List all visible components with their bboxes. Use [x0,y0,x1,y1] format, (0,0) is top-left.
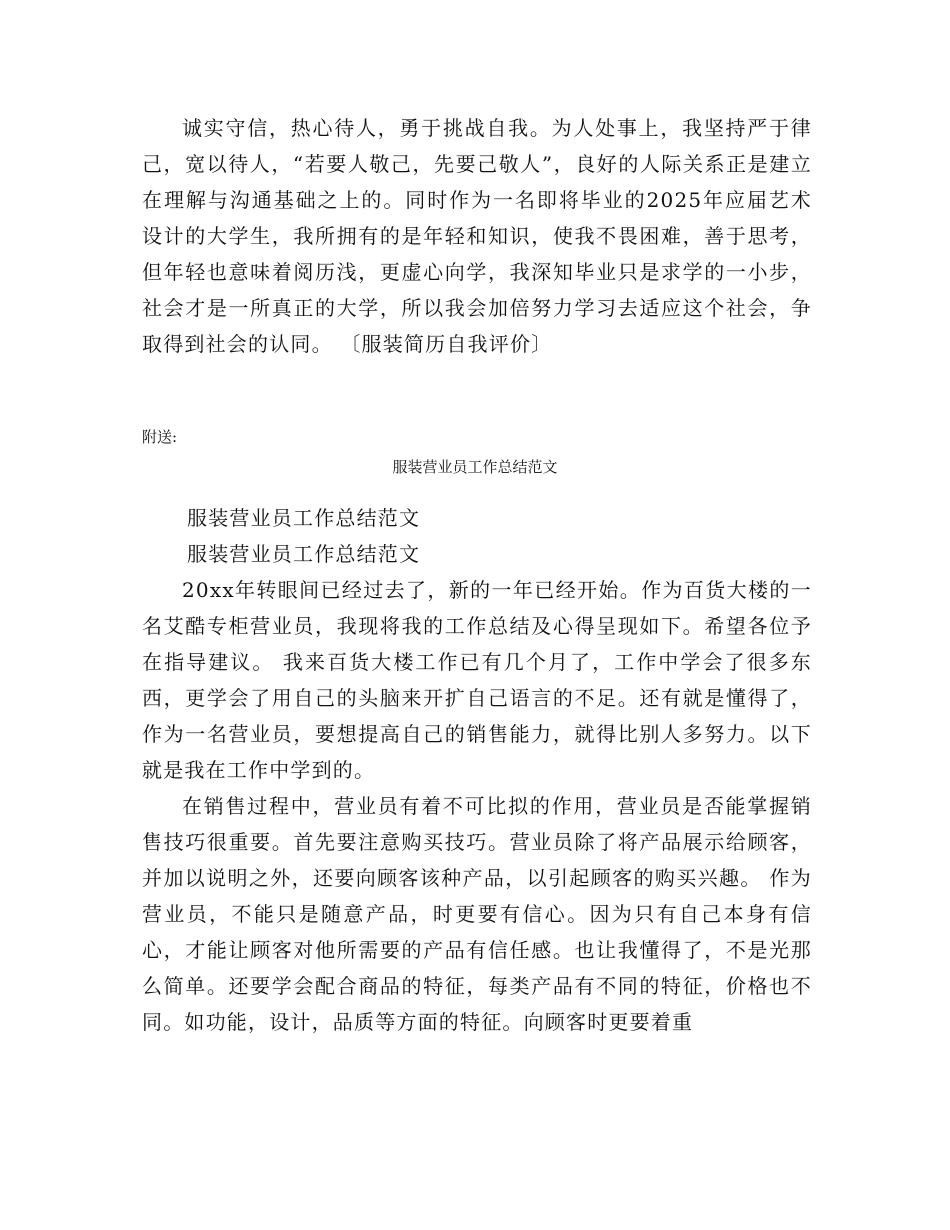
subtitle-line-2: 服装营业员工作总结范文 [187,542,421,566]
work-summary-intro-paragraph: 20xx年转眼间已经过去了，新的一年已经开始。作为百货大楼的一名艾酷专柜营业员，我现将我的工作总结及心得呈现如下。希望各位予在指导建议。 我来百货大楼工作已有几个月了，工作中学会了很多东西，更学会了用自己的头脑来开扩自己语言的不足。还有就是懂得了，作为一名营业员，要想提高自己的销售能力，就得比别人多努力。以下就是我在工作中学到的。 [142,578,812,782]
subtitle-line-1: 服装营业员工作总结范文 [187,506,421,530]
attachment-title: 服装营业员工作总结范文 [392,458,558,476]
self-evaluation-paragraph: 诚实守信，热心待人，勇于挑战自我。为人处事上，我坚持严于律己，宽以待人，“若要人敬己，先要己敬人”，良好的人际关系正是建立在理解与沟通基础之上的。同时作为一名即将毕业的2025年应届艺术设计的大学生，我所拥有的是年轻和知识，使我不畏困难，善于思考，但年轻也意味着阅历浅，更虚心向学，我深知毕业只是求学的一小步，社会才是一所真正的大学，所以我会加倍努力学习去适应这个社会，争取得到社会的认同。 〔服装简历自我评价〕 [142,116,812,356]
attachment-label: 附送: [142,428,178,446]
sales-skills-paragraph: 在销售过程中，营业员有着不可比拟的作用，营业员是否能掌握销售技巧很重要。首先要注意购买技巧。营业员除了将产品展示给顾客，并加以说明之外，还要向顾客该种产品，以引起顾客的购买兴趣。 作为营业员，不能只是随意产品，时更要有信心。因为只有自己本身有信心，才能让顾客对他所需要的产品有信任感。也让我懂得了，不是光那么简单。还要学会配合商品的特征，每类产品有不同的特征，价格也不同。如功能，设计，品质等方面的特征。向顾客时更要着重 [142,794,812,1034]
